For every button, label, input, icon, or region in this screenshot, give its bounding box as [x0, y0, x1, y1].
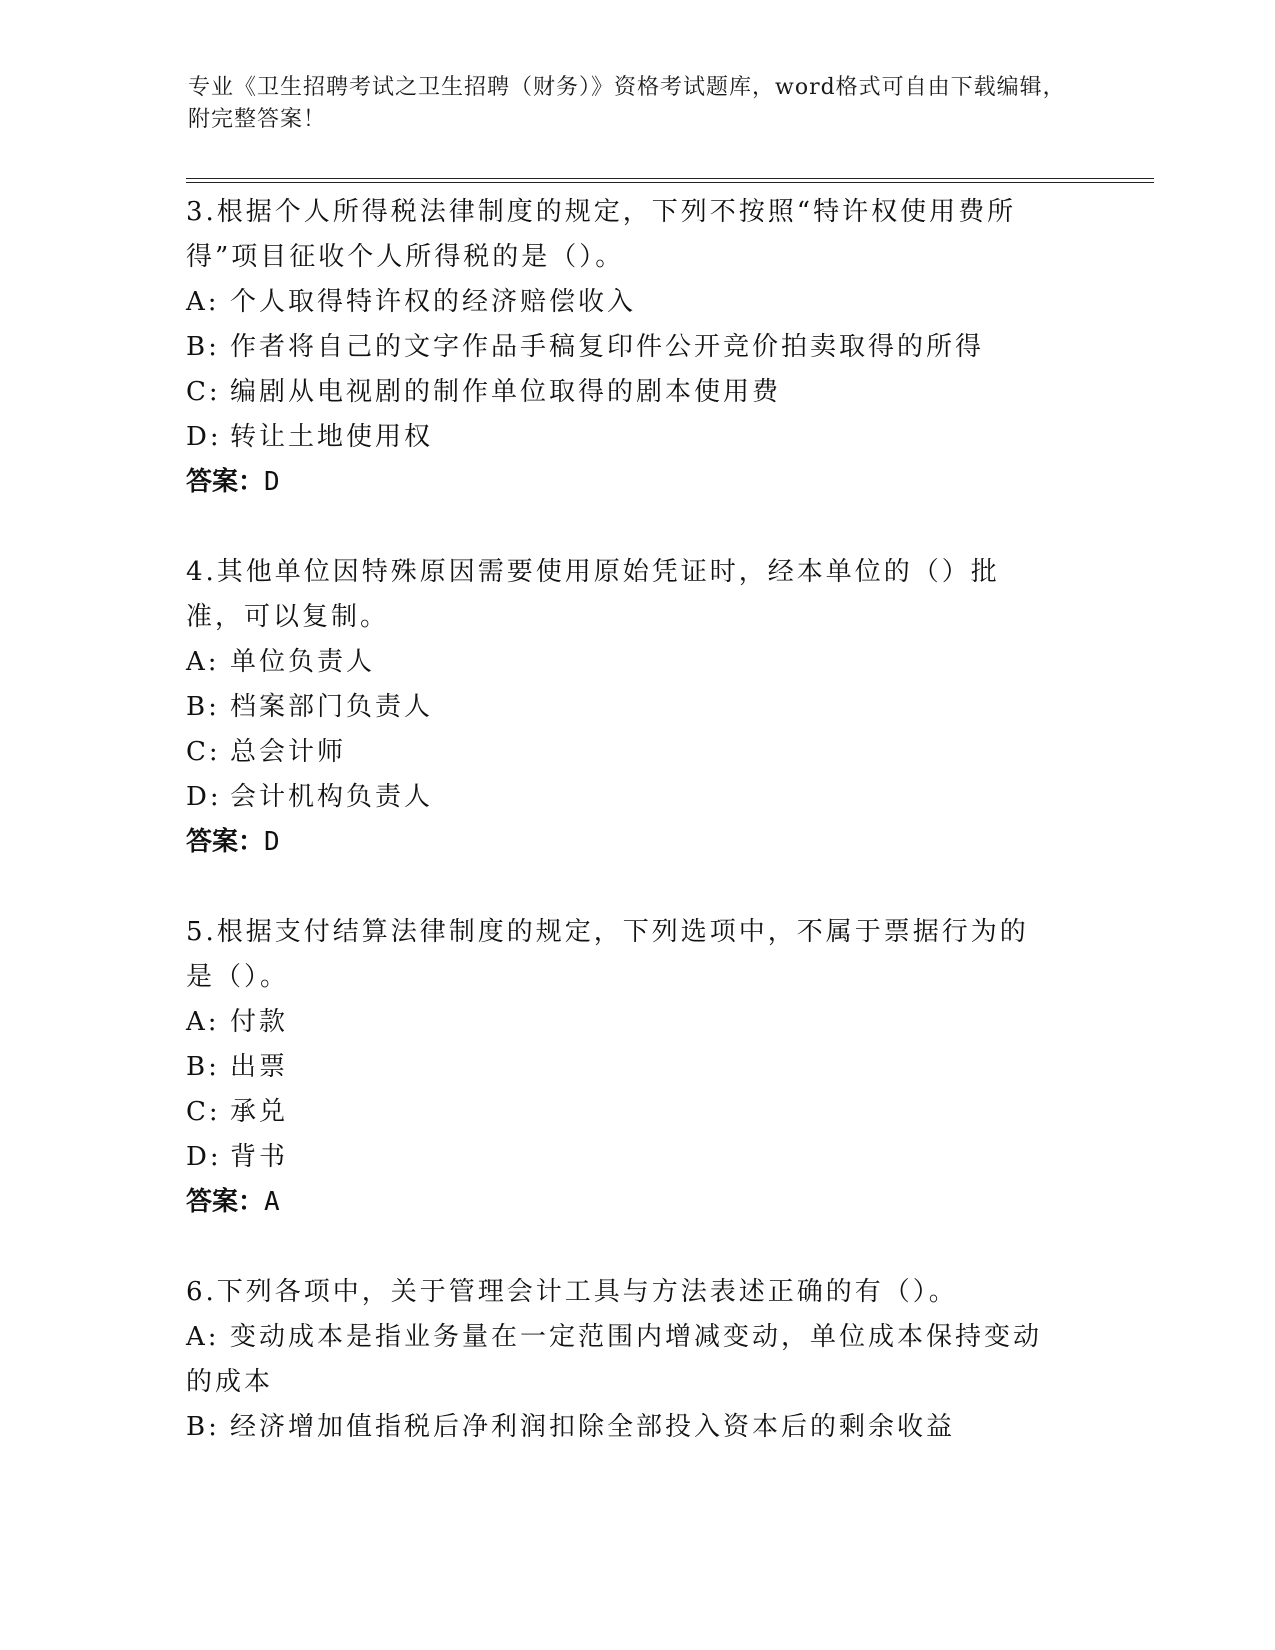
option-letter: B: — [186, 332, 220, 362]
option-text: 档案部门负责人 — [230, 692, 434, 722]
answer-label: 答案： — [186, 1187, 265, 1217]
option-letter: C: — [186, 377, 221, 407]
answer-line — [186, 820, 1086, 865]
option-letter: A: — [186, 1322, 220, 1352]
option-a — [186, 1000, 1066, 1045]
option-letter: C: — [186, 1097, 221, 1127]
option-b — [186, 1405, 1066, 1450]
question-5 — [186, 910, 1086, 1225]
option-letter: B: — [186, 692, 220, 722]
option-letter: A: — [186, 647, 220, 677]
question-6 — [186, 1270, 1086, 1450]
answer-line — [186, 460, 1086, 505]
option-text: 变动成本是指业务量在一定范围内增减变动，单位成本保持变动的成本 — [186, 1322, 1043, 1397]
option-d — [186, 1135, 1066, 1180]
question-3 — [186, 190, 1086, 505]
answer-value: A — [264, 1187, 280, 1217]
option-text: 个人取得特许权的经济赔偿收入 — [230, 287, 637, 317]
option-a — [186, 640, 1066, 685]
option-letter: B: — [186, 1412, 220, 1442]
answer-label: 答案： — [186, 467, 265, 497]
option-letter: A: — [186, 287, 220, 317]
question-spacer — [186, 865, 1086, 910]
question-spacer — [186, 505, 1086, 550]
option-c — [186, 1090, 1066, 1135]
option-letter: D: — [186, 422, 222, 452]
option-c — [186, 370, 1066, 415]
option-text: 出票 — [230, 1052, 289, 1082]
answer-label: 答案： — [186, 827, 265, 857]
question-stem: 5.根据支付结算法律制度的规定，下列选项中，不属于票据行为的是（）。 — [186, 917, 1029, 992]
option-a — [186, 1315, 1066, 1405]
answer-value: D — [264, 467, 280, 497]
question-4 — [186, 550, 1086, 865]
option-text: 总会计师 — [230, 737, 347, 767]
option-b — [186, 325, 1066, 370]
option-letter: A: — [186, 1007, 220, 1037]
question-spacer — [186, 1225, 1086, 1270]
option-letter: D: — [186, 1142, 222, 1172]
option-text: 编剧从电视剧的制作单位取得的剧本使用费 — [230, 377, 782, 407]
option-d — [186, 415, 1066, 460]
option-letter: C: — [186, 737, 221, 767]
option-text: 单位负责人 — [230, 647, 376, 677]
option-c — [186, 730, 1066, 775]
question-stem: 3.根据个人所得税法律制度的规定，下列不按照“特许权使用费所得”项目征收个人所得税的是（）。 — [186, 197, 1017, 272]
document-header: 专业《卫生招聘考试之卫生招聘（财务）》资格考试题库，word格式可自由下载编辑，附完整答案！ — [188, 75, 1066, 132]
option-text: 付款 — [230, 1007, 289, 1037]
option-text: 经济增加值指税后净利润扣除全部投入资本后的剩余收益 — [230, 1412, 956, 1442]
option-text: 承兑 — [230, 1097, 289, 1127]
option-b — [186, 685, 1066, 730]
question-list — [186, 190, 1086, 1450]
option-text: 会计机构负责人 — [230, 782, 434, 812]
header-rule-thin — [186, 182, 1154, 183]
option-letter: B: — [186, 1052, 220, 1082]
question-stem: 6.下列各项中，关于管理会计工具与方法表述正确的有（）。 — [186, 1277, 958, 1307]
option-d — [186, 775, 1066, 820]
option-text: 作者将自己的文字作品手稿复印件公开竞价拍卖取得的所得 — [230, 332, 985, 362]
header-rule-thick — [186, 178, 1154, 179]
option-b — [186, 1045, 1066, 1090]
answer-line — [186, 1180, 1086, 1225]
answer-value: D — [264, 827, 280, 857]
option-text: 转让土地使用权 — [230, 422, 434, 452]
question-stem: 4.其他单位因特殊原因需要使用原始凭证时，经本单位的（）批准，可以复制。 — [186, 557, 1000, 632]
option-a — [186, 280, 1066, 325]
option-text: 背书 — [230, 1142, 289, 1172]
option-letter: D: — [186, 782, 222, 812]
